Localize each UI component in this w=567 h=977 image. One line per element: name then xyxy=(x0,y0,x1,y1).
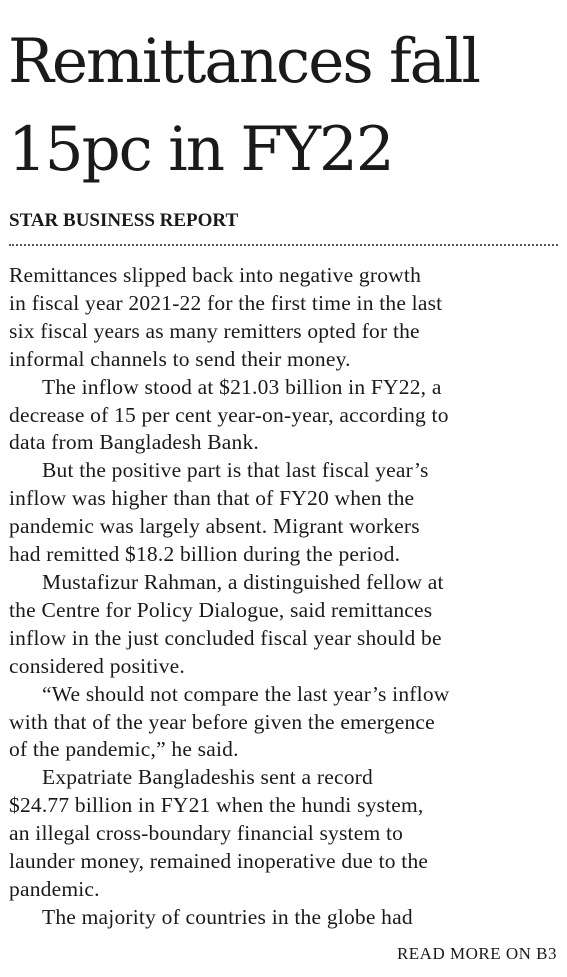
body-line: the Centre for Policy Dialogue, said remittances xyxy=(9,597,433,622)
headline xyxy=(8,18,563,194)
headline-line: Remittances fall xyxy=(8,26,479,97)
body-line: “We should not compare the last year’s inflow xyxy=(42,681,450,706)
body-line: inflow in the just concluded fiscal year should be xyxy=(9,625,442,650)
body-line: in fiscal year 2021-22 for the first time in the last xyxy=(9,290,443,315)
body-line: Mustafizur Rahman, a distinguished fellow at xyxy=(42,569,444,594)
body-line: Expatriate Bangladeshis sent a record xyxy=(42,765,373,790)
body-line: $24.77 billion in FY21 when the hundi system, xyxy=(9,793,424,818)
body-line: launder money, remained inoperative due to the xyxy=(9,849,429,874)
read-more-link[interactable]: READ MORE ON B3 xyxy=(396,944,557,963)
body-line: informal channels to send their money. xyxy=(9,346,351,371)
headline-line: 15pc in FY22 xyxy=(8,114,393,185)
body-line: of the pandemic,” he said. xyxy=(9,737,239,762)
body-line: pandemic was largely absent. Migrant workers xyxy=(9,514,420,539)
body-line: The majority of countries in the globe had xyxy=(42,904,413,929)
body-line: pandemic. xyxy=(9,876,100,901)
body-line: six fiscal years as many remitters opted for the xyxy=(9,318,420,343)
body-line: decrease of 15 per cent year-on-year, according to xyxy=(9,402,449,427)
body-line: But the positive part is that last fiscal year’s xyxy=(42,458,429,483)
body-line: inflow was higher than that of FY20 when the xyxy=(9,486,415,511)
body-line: with that of the year before given the emergence xyxy=(9,709,435,734)
body-line: an illegal cross-boundary financial system to xyxy=(9,821,404,846)
article-body xyxy=(9,262,561,932)
byline: STAR BUSINESS REPORT xyxy=(9,210,239,231)
body-line: The inflow stood at $21.03 billion in FY22, a xyxy=(42,374,442,399)
body-line: had remitted $18.2 billion during the period. xyxy=(9,542,401,567)
body-line: Remittances slipped back into negative growth xyxy=(9,263,422,287)
body-line: considered positive. xyxy=(9,653,185,678)
body-line: data from Bangladesh Bank. xyxy=(9,430,259,455)
dotted-divider xyxy=(9,244,558,246)
